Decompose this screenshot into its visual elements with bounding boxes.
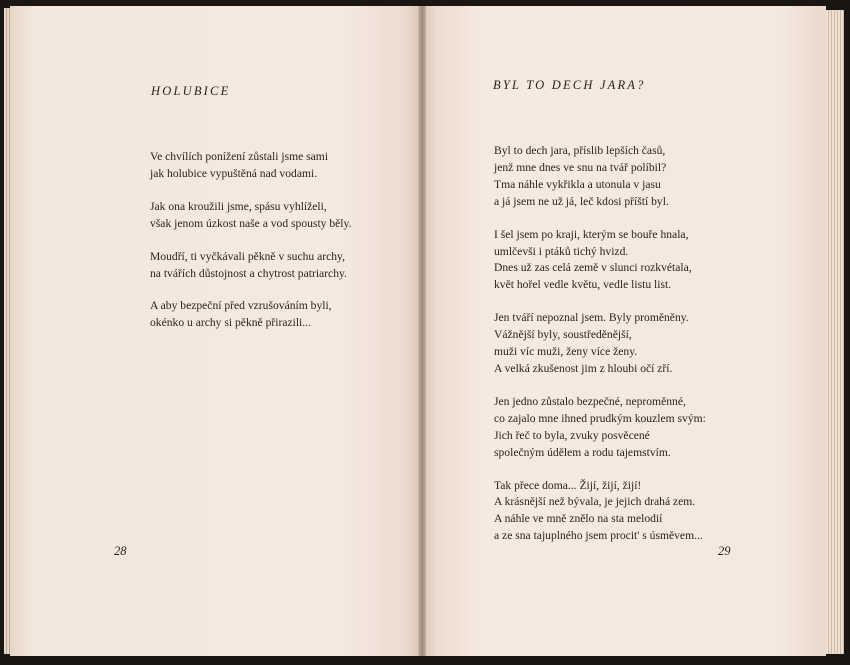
stanza [150, 149, 351, 183]
stanza [494, 310, 706, 378]
verse-line: A aby bezpeční před vzrušováním byli, [150, 299, 332, 313]
verse-line: jenž mne dnes ve snu na tvář políbil? [494, 160, 667, 174]
stanza [494, 143, 706, 211]
verse-line: umlčevši i ptáků tichý hvizd. [494, 244, 629, 258]
stanza [150, 199, 351, 233]
stanza [494, 478, 706, 546]
page-number: 28 [114, 544, 127, 558]
verse-line: a ze sna tajuplného jsem procit' s úsměvem... [494, 529, 703, 543]
verse-line: společným údělem a rodu tajemstvím. [494, 445, 671, 459]
verse-line: Jen tváří nepoznal jsem. Byly proměněny. [494, 311, 689, 325]
stanza [494, 227, 706, 295]
verse-line: Moudří, ti vyčkávali pěkně v suchu archy, [150, 249, 345, 263]
verse-line: na tvářích důstojnost a chytrost patriarchy. [150, 266, 347, 280]
verse-line: květ hořel vedle květu, vedle listu list. [494, 278, 672, 292]
verse-line: muži víc muži, ženy více ženy. [494, 345, 638, 359]
verse-line: A náhle ve mně znělo na sta melodií [494, 512, 663, 526]
poem-title: BYL TO DECH JARA? [493, 78, 646, 92]
poem-title: HOLUBICE [151, 84, 231, 98]
verse-line: Vážnější byly, soustředěnější, [494, 328, 632, 342]
page-number: 29 [718, 544, 731, 558]
verse-line: jak holubice vypuštěná nad vodami. [150, 166, 318, 180]
verse-line: však jenom úzkost naše a vod spousty běly. [150, 216, 352, 230]
poem-body [494, 143, 706, 561]
verse-line: Tak přece doma... Žijí, žijí, žijí! [494, 478, 642, 492]
verse-line: a já jsem ne už já, leč kdosi příští byl. [494, 194, 669, 208]
stanza [150, 249, 351, 283]
stanza [494, 394, 706, 462]
verse-line: Dnes už zas celá země v slunci rozkvétala, [494, 261, 692, 275]
verse-line: A velká zkušenost jim z hloubi očí zří. [494, 361, 673, 375]
verse-line: I šel jsem po kraji, kterým se bouře hnala, [494, 227, 689, 241]
verse-line: okénko u archy si pěkně přirazili... [150, 316, 311, 330]
verse-line: Jich řeč to byla, zvuky posvěcené [494, 428, 650, 442]
poem-body [150, 149, 351, 348]
verse-line: Jak ona kroužili jsme, spásu vyhlíželi, [150, 199, 327, 213]
verse-line: A krásnější než bývala, je jejich drahá zem. [494, 495, 696, 509]
left-page [10, 6, 422, 656]
right-page-edges [826, 10, 844, 654]
book-gutter [418, 6, 426, 656]
verse-line: Byl to dech jara, příslib lepších časů, [494, 144, 666, 157]
stanza [150, 298, 351, 332]
verse-line: Jen jedno zůstalo bezpečné, neproměnné, [494, 394, 686, 408]
verse-line: Ve chvílích ponížení zůstali jsme sami [150, 150, 329, 163]
verse-line: co zajalo mne ihned prudkým kouzlem svým: [494, 411, 706, 425]
verse-line: Tma náhle vykřikla a utonula v jasu [494, 177, 661, 191]
